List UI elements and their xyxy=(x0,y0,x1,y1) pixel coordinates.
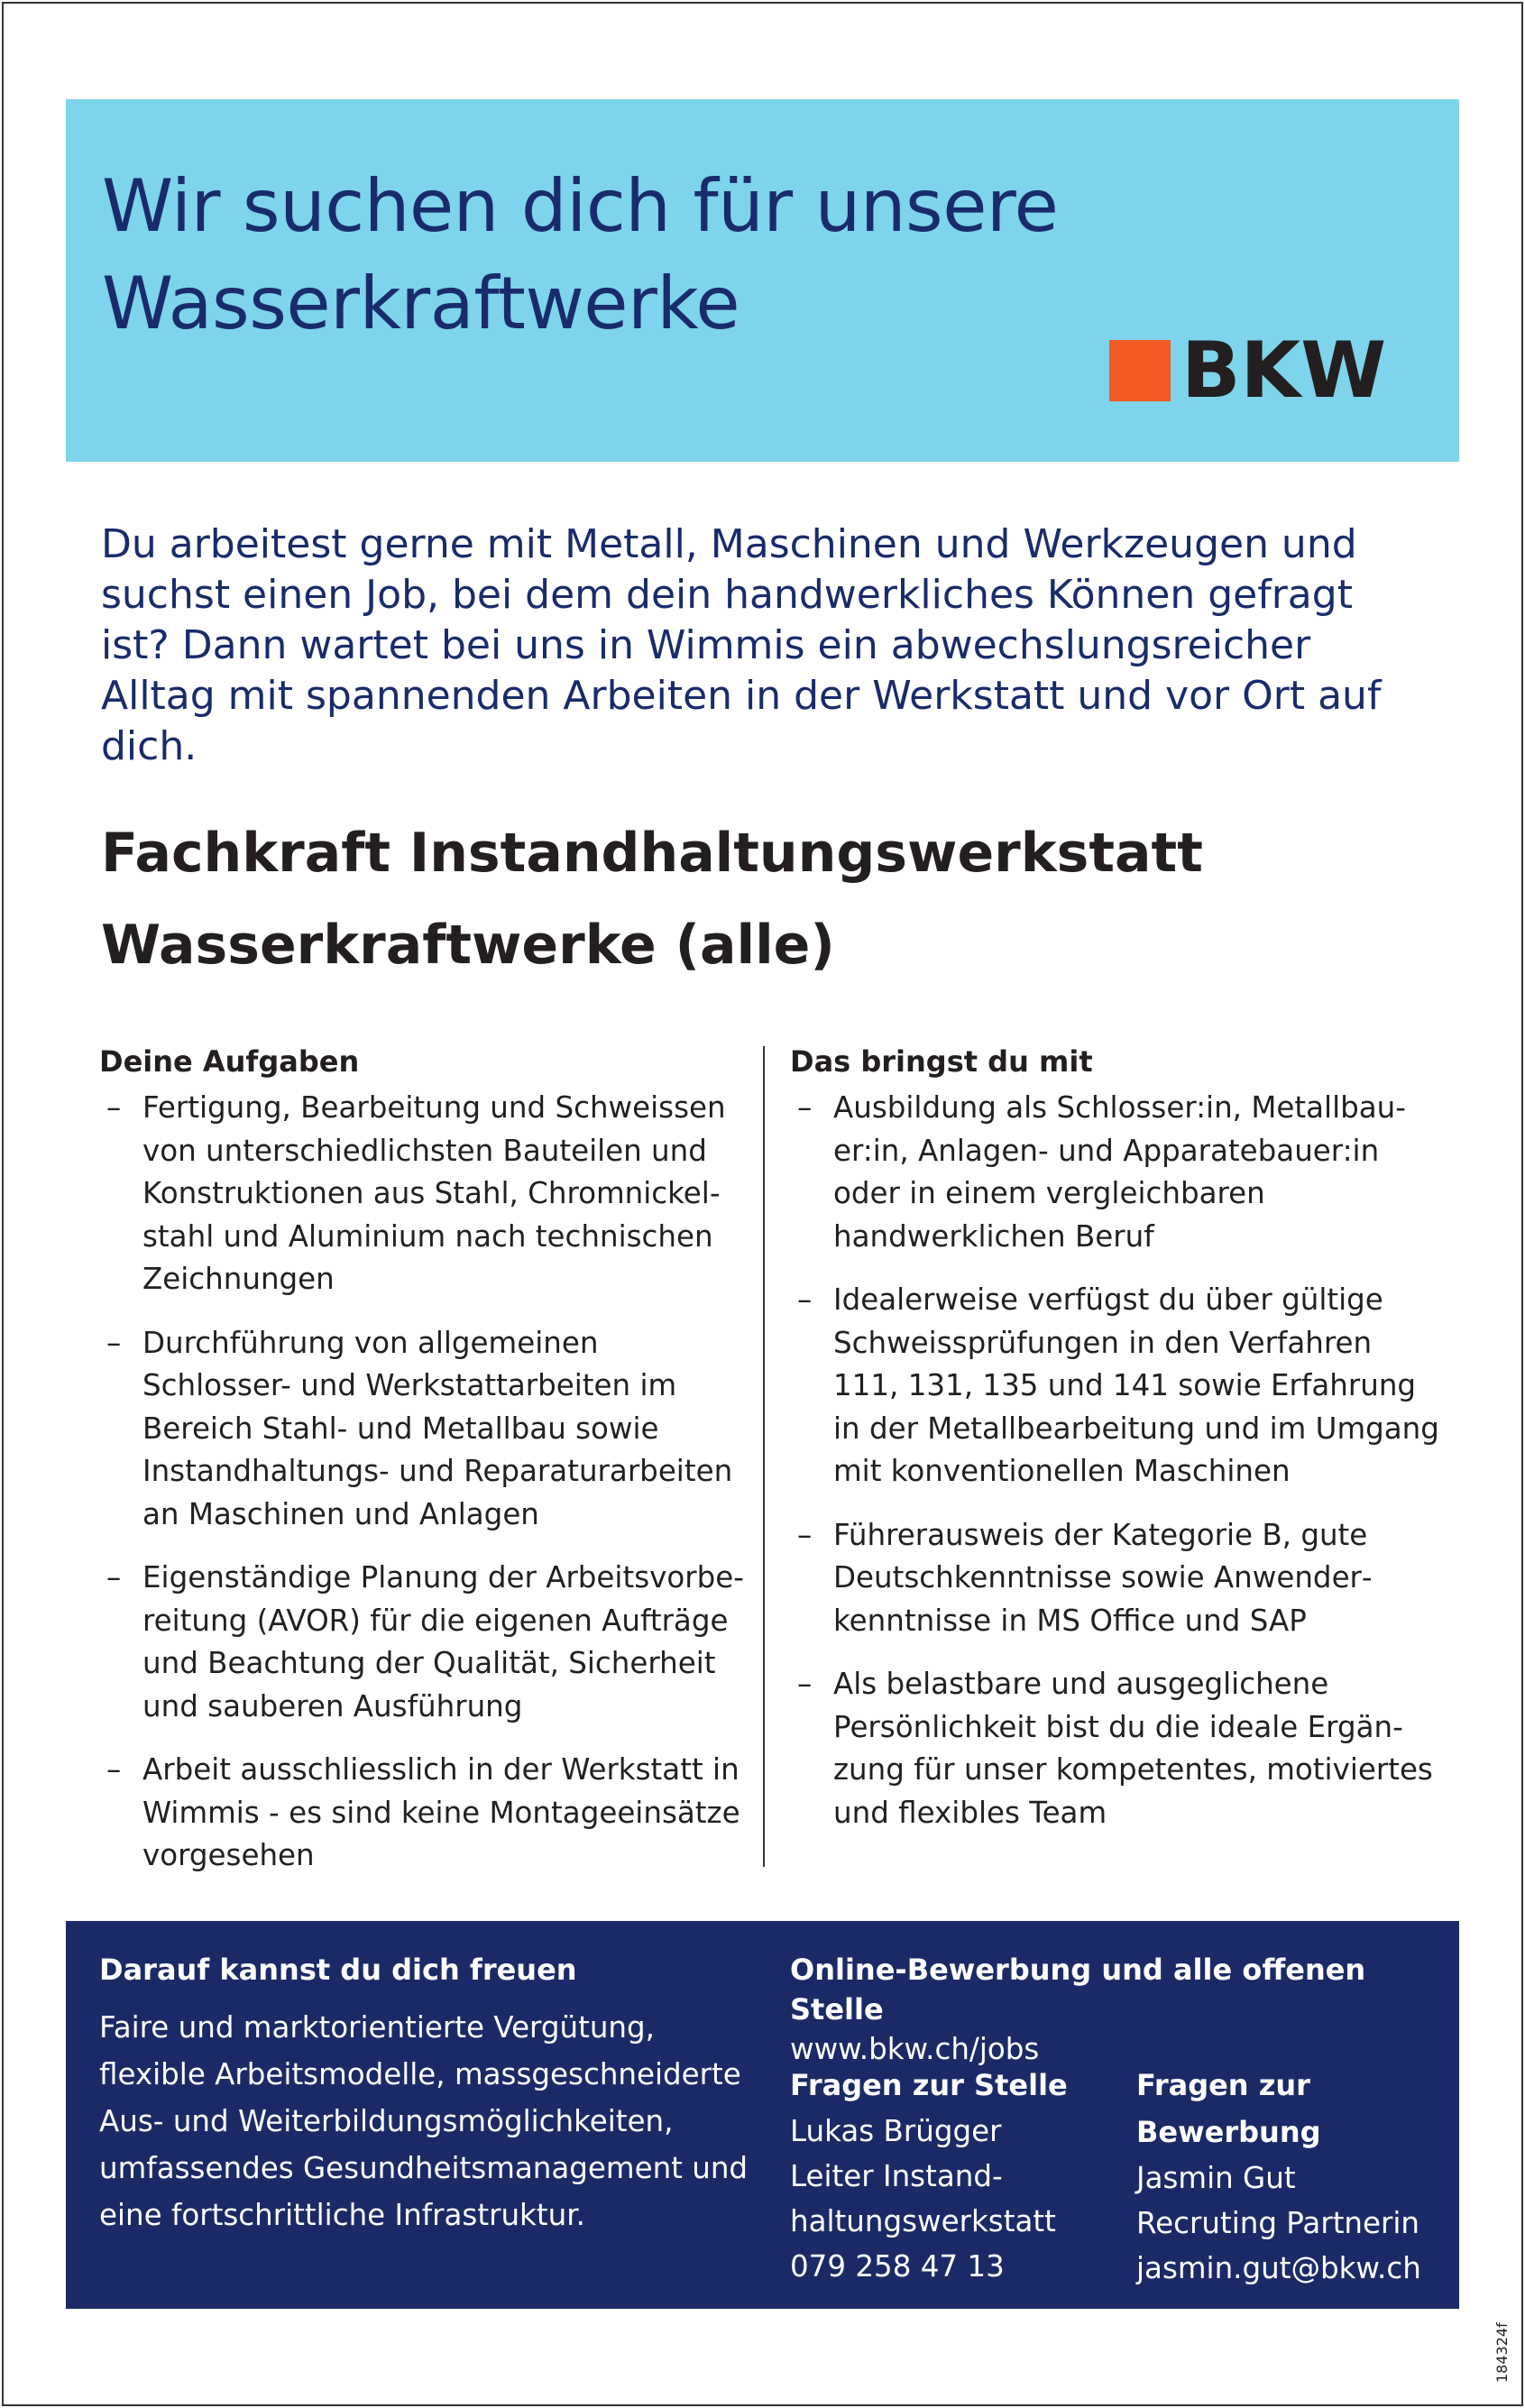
application-contact-heading-line1: Fragen zur xyxy=(1136,2068,1310,2102)
job-title-line1: Fachkraft Instandhaltungswerkstatt xyxy=(101,822,1203,885)
list-item-text: Ausbildung als Schlosser:in, Metallbauer:in, Anlagen- und Apparatebauer:in oder in einem vergleichbaren handwerklichen Beruf xyxy=(833,1090,1406,1254)
job-title xyxy=(101,807,1418,991)
requirements-list xyxy=(790,1087,1439,1834)
hero-title-line2: Wasserkraftwerke xyxy=(102,262,740,345)
list-item xyxy=(99,1087,753,1301)
tasks-list xyxy=(99,1087,753,1878)
dash-bullet-icon: – xyxy=(106,1090,122,1125)
benefits-text: Faire und marktorientierte Vergütung, flexible Arbeitsmodelle, massgeschneiderte Aus- und Weiterbildungsmöglichkeiten, umfassendes Gesundheitsmanagement und eine fortschrittliche Infrastruktur. xyxy=(99,2010,749,2232)
list-item xyxy=(790,1514,1439,1643)
list-item xyxy=(99,1322,753,1537)
bkw-logo xyxy=(1109,326,1387,416)
ad-code: 184324f xyxy=(1493,2322,1511,2383)
dash-bullet-icon: – xyxy=(106,1325,122,1360)
dash-bullet-icon: – xyxy=(797,1090,813,1125)
application-contact-name: Jasmin Gut xyxy=(1136,2161,1296,2195)
requirements-section xyxy=(790,1042,1439,1855)
position-contact-role-line1: Leiter Instand- xyxy=(790,2159,1003,2193)
list-item-text: Als belastbare und ausgeglichene Persönlichkeit bist du die ideale Ergänzung für unser kompetentes, motiviertes und flexibles Team xyxy=(833,1667,1433,1830)
dash-bullet-icon: – xyxy=(106,1752,122,1787)
dash-bullet-icon: – xyxy=(797,1282,813,1317)
tasks-section xyxy=(99,1042,753,1898)
position-contact-name: Lukas Brügger xyxy=(790,2114,1002,2148)
online-heading: Online-Bewerbung und alle offenen Stelle xyxy=(790,1953,1366,2027)
list-item-text: Idealerweise verfügst du über gültige Schweissprüfungen in den Verfahren 111, 131, 135 und 141 sowie Erfahrung in der Metallbearbeitung und im Umgang mit konventionellen Maschinen xyxy=(833,1282,1439,1488)
position-contact-heading: Fragen zur Stelle xyxy=(790,2068,1068,2102)
list-item-text: Führerausweis der Kategorie B, gute Deutschkenntnisse sowie Anwenderkenntnisse in MS Office und SAP xyxy=(833,1517,1373,1638)
hero-title-line1: Wir suchen dich für unsere xyxy=(102,164,1059,248)
list-item-text: Fertigung, Bearbeitung und Schweissen von unterschiedlichsten Bauteilen und Konstruktionen aus Stahl, Chromnickelstahl und Aluminium nach technischen Zeichnungen xyxy=(142,1090,726,1296)
list-item-text: Arbeit ausschliesslich in der Werkstatt in Wimmis - es sind keine Montageeinsätze vorgesehen xyxy=(142,1752,740,1872)
hero-title xyxy=(102,158,1058,353)
jobs-url-link[interactable]: www.bkw.ch/jobs xyxy=(790,2032,1040,2066)
list-item xyxy=(790,1087,1439,1258)
list-item xyxy=(790,1663,1439,1834)
application-contact xyxy=(1136,2062,1443,2291)
dash-bullet-icon: – xyxy=(797,1517,813,1552)
position-contact-role-line2: haltungswerkstatt xyxy=(790,2204,1056,2238)
job-title-line2: Wasserkraftwerke (alle) xyxy=(101,914,835,977)
logo-text: BKW xyxy=(1181,326,1387,416)
logo-square-icon xyxy=(1109,340,1171,401)
application-contact-role: Recruting Partnerin xyxy=(1136,2206,1420,2240)
hero-banner xyxy=(66,99,1459,462)
application-contact-email[interactable]: jasmin.gut@bkw.ch xyxy=(1136,2251,1421,2285)
online-application-block xyxy=(790,1950,1439,2069)
list-item-text: Durchführung von allgemeinen Schlosser- und Werkstattarbeiten im Bereich Stahl- und Metallbau sowie Instandhaltungs- und Reparaturarbeiten an Maschinen und Anlagen xyxy=(142,1325,733,1531)
list-item xyxy=(99,1749,753,1878)
benefits-heading: Darauf kannst du dich freuen xyxy=(99,1953,577,1987)
list-item-text: Eigenständige Planung der Arbeitsvorbereitung (AVOR) für die eigenen Aufträge und Beachtung der Qualität, Sicherheit und sauberen Ausführung xyxy=(142,1560,744,1723)
position-contact xyxy=(790,2062,1115,2289)
application-contact-heading-line2: Bewerbung xyxy=(1136,2115,1321,2149)
requirements-heading: Das bringst du mit xyxy=(790,1044,1093,1079)
benefits-contact-panel xyxy=(66,1921,1459,2309)
list-item xyxy=(790,1279,1439,1494)
benefits-block xyxy=(99,1950,758,2238)
column-divider xyxy=(763,1046,765,1867)
intro-text: Du arbeitest gerne mit Metall, Maschinen und Werkzeugen und suchst einen Job, bei dem dein handwerkliches Können gefragt ist? Dann wartet bei uns in Wimmis ein abwechslungsreicher Alltag mit spannenden Arbeiten in der Werkstatt und vor Ort auf dich. xyxy=(101,521,1382,769)
dash-bullet-icon: – xyxy=(797,1667,813,1701)
position-contact-phone[interactable]: 079 258 47 13 xyxy=(790,2249,1005,2284)
tasks-heading: Deine Aufgaben xyxy=(99,1044,360,1079)
list-item xyxy=(99,1557,753,1728)
dash-bullet-icon: – xyxy=(106,1560,122,1595)
